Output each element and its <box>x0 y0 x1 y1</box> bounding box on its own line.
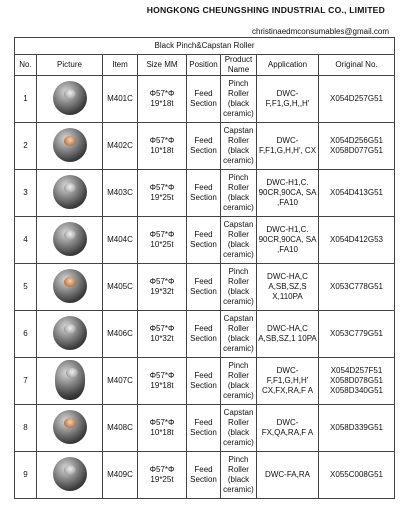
picture-cell <box>37 217 103 264</box>
row-number: 6 <box>15 311 37 358</box>
position-cell: Feed Section <box>187 452 221 499</box>
original-no: X055C008G51 <box>319 452 395 499</box>
table-row <box>15 123 395 170</box>
picture-cell <box>37 123 103 170</box>
application-cell: DWC-HA,C A,SB,SZ,1 10PA <box>257 311 319 358</box>
contact-email: christinaedmconsumables@gmail.com <box>251 27 389 36</box>
roller-icon <box>53 128 87 162</box>
size-mm: Φ57*Φ 10*18t <box>138 405 187 452</box>
item-code: M404C <box>103 217 138 264</box>
col-header-item: Item <box>103 55 138 76</box>
size-mm: Φ57*Φ 19*25t <box>138 170 187 217</box>
row-number: 4 <box>15 217 37 264</box>
position-cell: Feed Section <box>187 405 221 452</box>
table-row <box>15 311 395 358</box>
roller-icon <box>55 360 85 400</box>
item-code: M403C <box>103 170 138 217</box>
item-code: M408C <box>103 405 138 452</box>
picture-cell <box>37 311 103 358</box>
application-cell: DWC-F,F1,G,H,H', CX <box>257 123 319 170</box>
roller-icon <box>53 269 87 303</box>
table-row <box>15 358 395 405</box>
col-header-product-name: Product Name <box>221 55 257 76</box>
roller-hub-icon <box>64 324 76 334</box>
application-cell: DWC-HA,C A,SB,SZ,S X,110PA <box>257 264 319 311</box>
row-number: 5 <box>15 264 37 311</box>
size-mm: Φ57*Φ 10*18t <box>138 123 187 170</box>
roller-icon <box>53 410 87 444</box>
company-name: HONGKONG CHEUNGSHING INDUSTRIAL CO., LIMITED <box>146 5 385 15</box>
original-no: X053C778G51 <box>319 264 395 311</box>
picture-cell <box>37 405 103 452</box>
position-cell: Feed Section <box>187 264 221 311</box>
position-cell: Feed Section <box>187 123 221 170</box>
table-row <box>15 217 395 264</box>
row-number: 7 <box>15 358 37 405</box>
row-number: 8 <box>15 405 37 452</box>
application-cell: DWC-H1,C. 90CR,90CA, SA ,FA10 <box>257 170 319 217</box>
picture-cell <box>37 170 103 217</box>
roller-hub-icon <box>64 136 76 146</box>
application-cell: DWC-F,F1,G,H,H' CX,FX,RA,F A <box>257 358 319 405</box>
original-no: X053C779G51 <box>319 311 395 358</box>
product-name: Pinch Roller (black ceramic) <box>221 358 257 405</box>
product-name: Pinch Roller (black ceramic) <box>221 76 257 123</box>
application-cell: DWC-F,F1,G,H,,H' <box>257 76 319 123</box>
item-code: M407C <box>103 358 138 405</box>
picture-cell <box>37 76 103 123</box>
size-mm: Φ57*Φ 10*25t <box>138 217 187 264</box>
product-name: Pinch Roller (black ceramic) <box>221 452 257 499</box>
original-no: X054D257G51 <box>319 76 395 123</box>
roller-hub-icon <box>66 368 78 378</box>
table-row <box>15 76 395 123</box>
col-header-no: No. <box>15 55 37 76</box>
item-code: M401C <box>103 76 138 123</box>
position-cell: Feed Section <box>187 217 221 264</box>
roller-icon <box>53 457 87 491</box>
application-cell: DWC-FX,QA,RA,F A <box>257 405 319 452</box>
roller-icon <box>53 316 87 350</box>
table-row <box>15 170 395 217</box>
roller-hub-icon <box>64 418 76 428</box>
table-row <box>15 405 395 452</box>
item-code: M406C <box>103 311 138 358</box>
size-mm: Φ57*Φ 19*32t <box>138 264 187 311</box>
roller-hub-icon <box>64 183 76 193</box>
table-row <box>15 452 395 499</box>
picture-cell <box>37 452 103 499</box>
position-cell: Feed Section <box>187 76 221 123</box>
original-no: X054D256G51 X058D077G51 <box>319 123 395 170</box>
original-no: X054D412G53 <box>319 217 395 264</box>
roller-hub-icon <box>64 230 76 240</box>
original-no: X054D257F51 X058D078G51 X058D340G51 <box>319 358 395 405</box>
row-number: 3 <box>15 170 37 217</box>
size-mm: Φ57*Φ 19*18t <box>138 76 187 123</box>
size-mm: Φ57*Φ 19*18t <box>138 358 187 405</box>
product-name: Capstan Roller (black ceramic) <box>221 311 257 358</box>
size-mm: Φ57*Φ 10*32t <box>138 311 187 358</box>
application-cell: DWC-FA,RA <box>257 452 319 499</box>
item-code: M402C <box>103 123 138 170</box>
product-table <box>14 37 395 499</box>
roller-hub-icon <box>64 465 76 475</box>
table-header <box>15 55 395 76</box>
roller-hub-icon <box>64 89 76 99</box>
roller-hub-icon <box>64 277 76 287</box>
item-code: M409C <box>103 452 138 499</box>
col-header-original-no: Original No. <box>319 55 395 76</box>
row-number: 1 <box>15 76 37 123</box>
item-code: M405C <box>103 264 138 311</box>
picture-cell <box>37 358 103 405</box>
original-no: X054D413G51 <box>319 170 395 217</box>
original-no: X058D339G51 <box>319 405 395 452</box>
product-name: Pinch Roller (black ceramic) <box>221 170 257 217</box>
product-name: Capstan Roller (black ceramic) <box>221 405 257 452</box>
roller-icon <box>53 175 87 209</box>
position-cell: Feed Section <box>187 311 221 358</box>
col-header-application: Application <box>257 55 319 76</box>
col-header-picture: Picture <box>37 55 103 76</box>
product-name: Pinch Roller (black ceramic) <box>221 264 257 311</box>
product-name: Capstan Roller (black ceramic) <box>221 217 257 264</box>
table-title: Black Pinch&Capstan Roller <box>15 38 395 55</box>
size-mm: Φ57*Φ 19*25t <box>138 452 187 499</box>
picture-cell <box>37 264 103 311</box>
col-header-position: Position <box>187 55 221 76</box>
position-cell: Feed Section <box>187 170 221 217</box>
position-cell: Feed Section <box>187 358 221 405</box>
table-row <box>15 264 395 311</box>
product-name: Capstan Roller (black ceramic) <box>221 123 257 170</box>
roller-icon <box>53 81 87 115</box>
row-number: 9 <box>15 452 37 499</box>
application-cell: DWC-H1,C. 90CR,90CA, SA ,FA10 <box>257 217 319 264</box>
row-number: 2 <box>15 123 37 170</box>
col-header-size: Size MM <box>138 55 187 76</box>
roller-icon <box>53 222 87 256</box>
